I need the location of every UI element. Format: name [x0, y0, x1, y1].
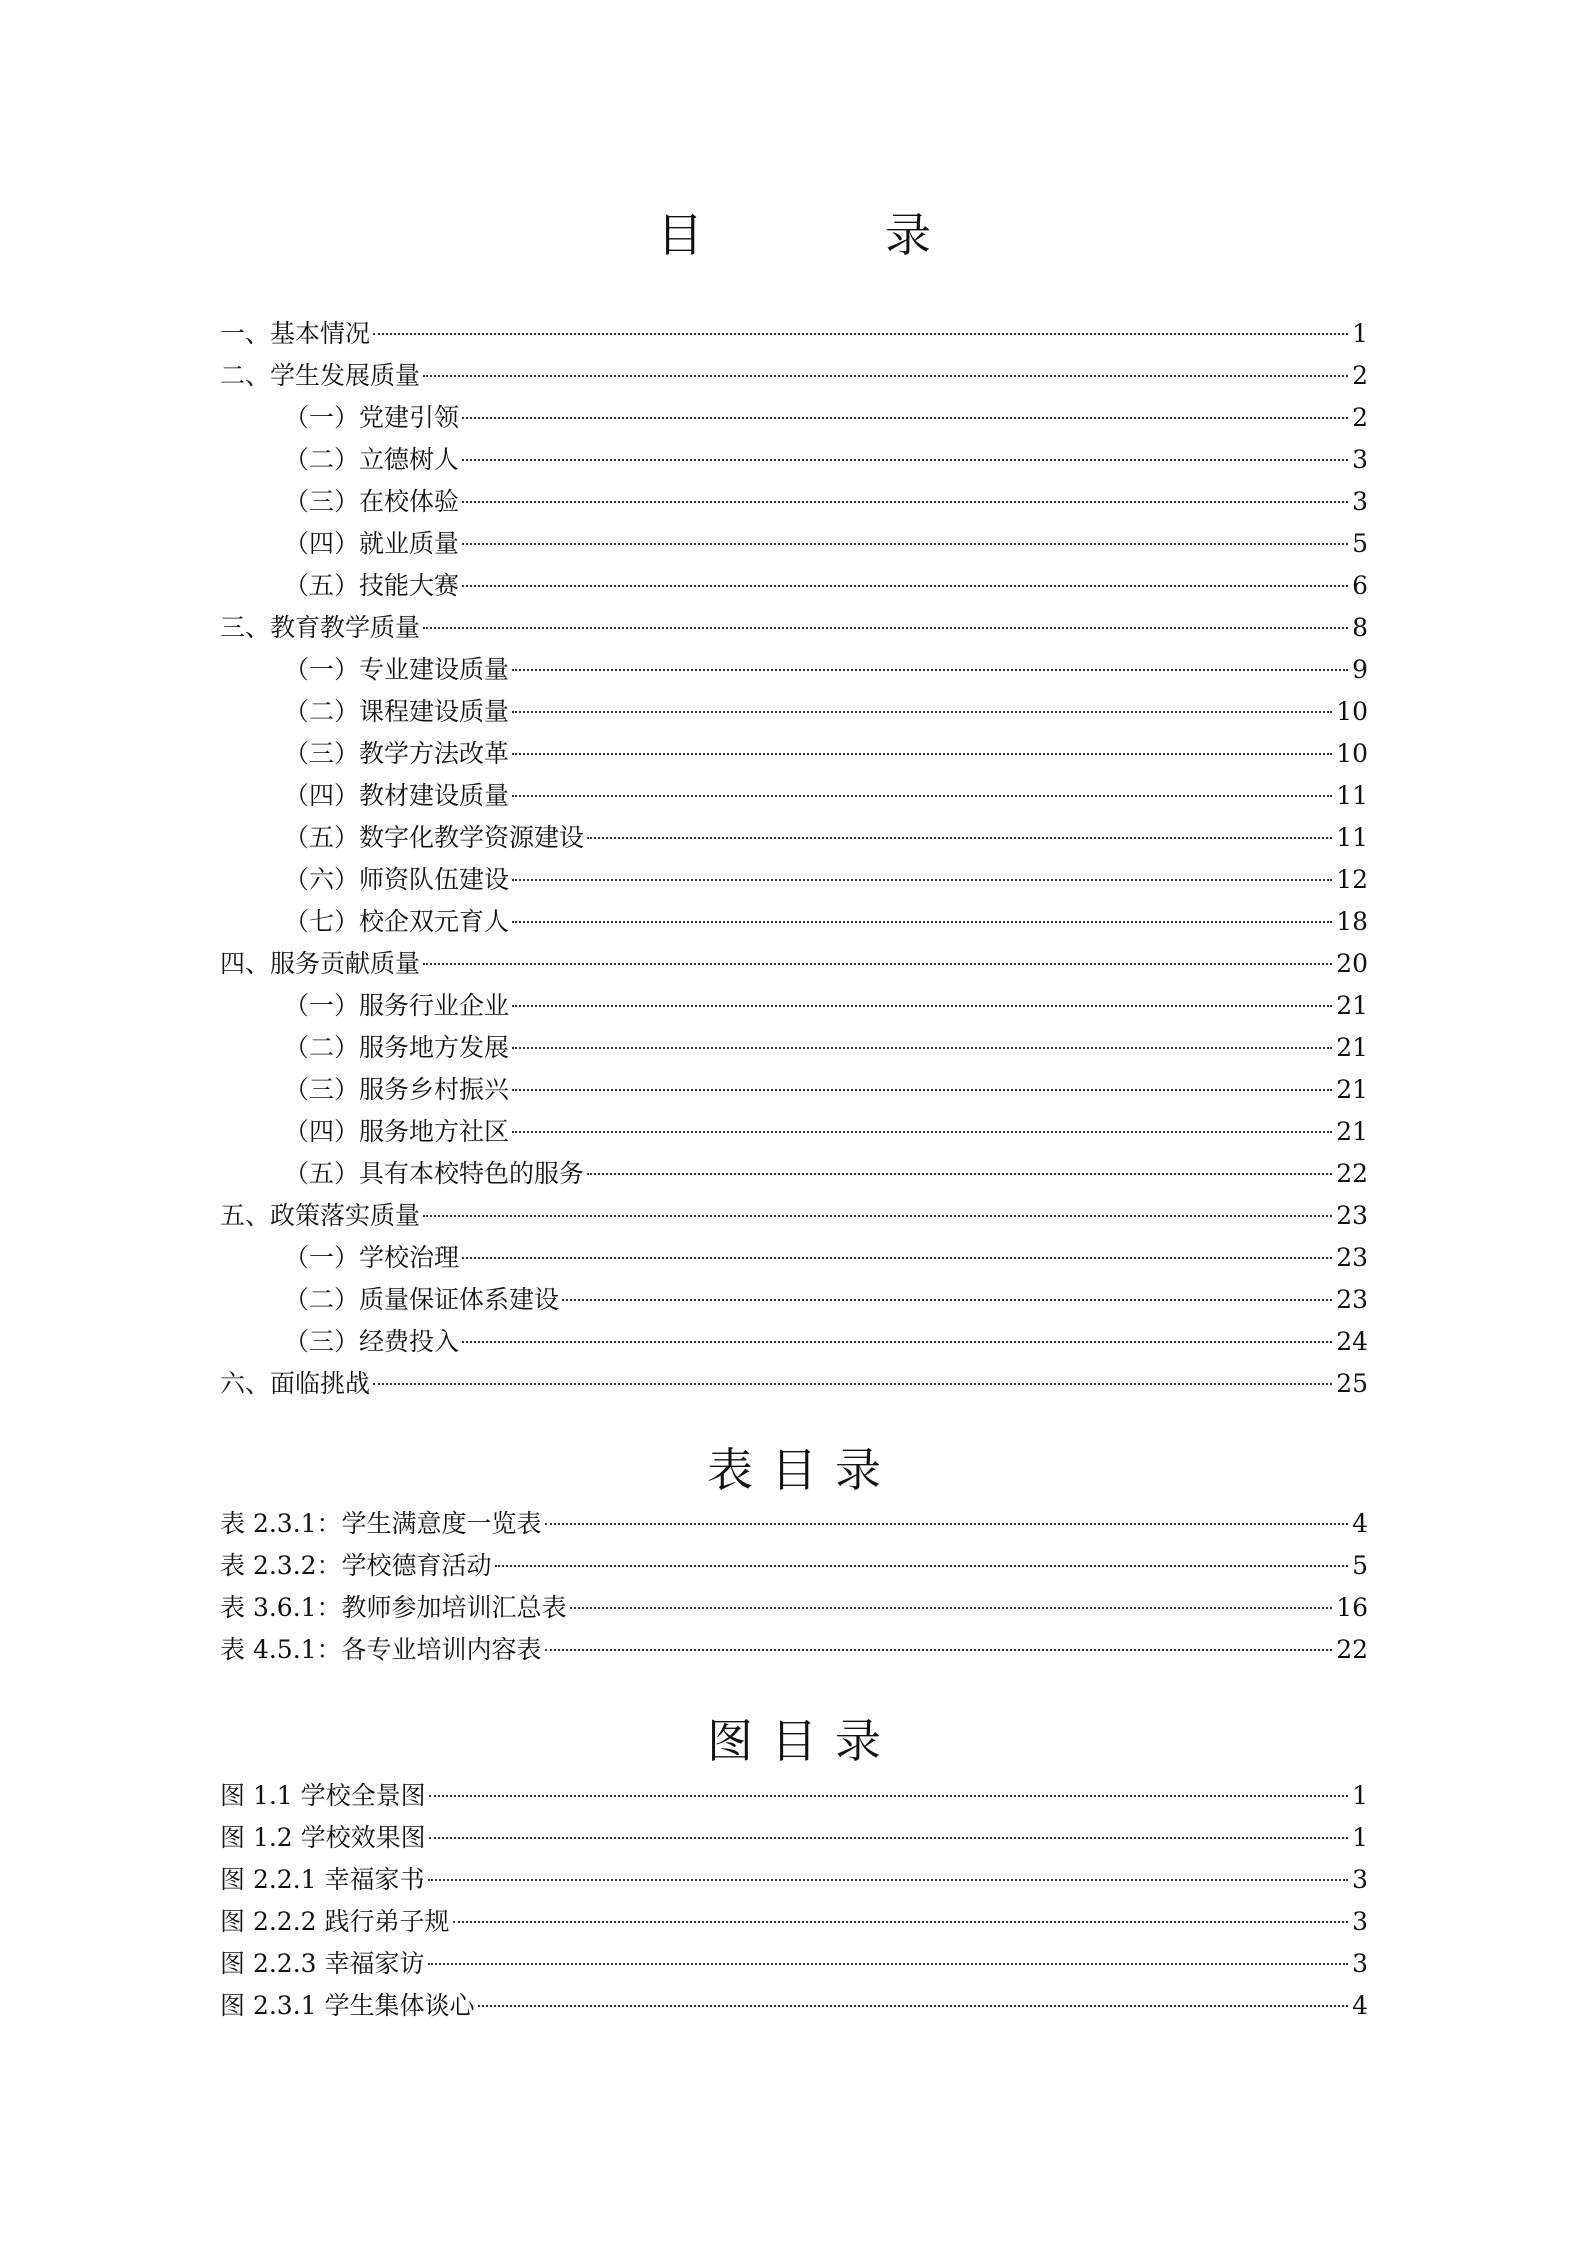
dot-leader: [512, 795, 1332, 797]
dot-leader: [462, 417, 1348, 419]
table-entry-label: 表 3.6.1：教师参加培训汇总表: [220, 1593, 567, 1622]
toc-entry[interactable]: [220, 985, 1368, 1027]
toc-entry[interactable]: [220, 1321, 1368, 1363]
table-entry[interactable]: [220, 1587, 1368, 1629]
toc-entry-label: （四）服务地方社区: [284, 1117, 510, 1146]
toc-entry-page-number: 23: [1336, 1243, 1368, 1272]
figure-entry-label: 图 1.2 学校效果图: [220, 1823, 426, 1852]
toc-entry-label: 四、服务贡献质量: [220, 949, 421, 978]
toc-entry-page-number: 24: [1336, 1327, 1368, 1356]
toc-entry[interactable]: [220, 1363, 1368, 1405]
toc-entry-label: （三）服务乡村振兴: [284, 1075, 510, 1104]
toc-entry-page-number: 9: [1352, 655, 1368, 684]
toc-entry-page-number: 22: [1336, 1159, 1368, 1188]
dot-leader: [512, 879, 1332, 881]
toc-entry[interactable]: [220, 1111, 1368, 1153]
toc-entry-page-number: 2: [1352, 403, 1368, 432]
toc-entry[interactable]: [220, 691, 1368, 733]
dot-leader: [462, 1341, 1332, 1343]
toc-entry-page-number: 5: [1352, 529, 1368, 558]
toc-title: 目 录: [657, 208, 999, 262]
dot-leader: [373, 1383, 1332, 1385]
dot-leader: [423, 375, 1348, 377]
toc-entry-label: （三）在校体验: [284, 487, 460, 516]
toc-entry[interactable]: [220, 1153, 1368, 1195]
toc-list: [220, 313, 1368, 1405]
dot-leader: [428, 1879, 1349, 1881]
toc-entry-page-number: 11: [1336, 781, 1368, 810]
figure-entry-label: 图 2.2.3 幸福家访: [220, 1949, 425, 1978]
toc-entry-label: （三）经费投入: [284, 1327, 460, 1356]
dot-leader: [429, 1795, 1348, 1797]
toc-entry[interactable]: [220, 733, 1368, 775]
toc-entry[interactable]: [220, 355, 1368, 397]
toc-entry-label: （二）服务地方发展: [284, 1033, 510, 1062]
toc-entry[interactable]: [220, 313, 1368, 355]
table-entry-page-number: 4: [1352, 1509, 1368, 1538]
toc-entry-label: （一）服务行业企业: [284, 991, 510, 1020]
figure-entry[interactable]: [220, 1943, 1368, 1985]
toc-entry[interactable]: [220, 1069, 1368, 1111]
dot-leader: [587, 1173, 1332, 1175]
dot-leader: [512, 711, 1332, 713]
toc-entry-label: （一）学校治理: [284, 1243, 460, 1272]
dot-leader: [512, 753, 1332, 755]
figure-entry-label: 图 2.2.2 践行弟子规: [220, 1907, 450, 1936]
table-list-title: 表目录: [707, 1443, 899, 1497]
dot-leader: [512, 1047, 1332, 1049]
toc-entry-label: 二、学生发展质量: [220, 361, 421, 390]
dot-leader: [478, 2005, 1349, 2007]
dot-leader: [429, 1837, 1348, 1839]
figure-entry-page-number: 4: [1352, 1991, 1368, 2020]
dot-leader: [545, 1523, 1349, 1525]
toc-entry-page-number: 23: [1336, 1285, 1368, 1314]
dot-leader: [453, 1921, 1349, 1923]
figure-entry[interactable]: [220, 1817, 1368, 1859]
toc-entry-page-number: 10: [1336, 697, 1368, 726]
table-entry[interactable]: [220, 1545, 1368, 1587]
toc-entry-label: （五）具有本校特色的服务: [284, 1159, 585, 1188]
toc-entry-page-number: 3: [1352, 445, 1368, 474]
toc-entry[interactable]: [220, 901, 1368, 943]
figure-list-title: 图目录: [707, 1714, 899, 1768]
toc-entry-page-number: 1: [1352, 319, 1368, 348]
dot-leader: [512, 1005, 1332, 1007]
dot-leader: [512, 1131, 1332, 1133]
toc-entry-page-number: 12: [1336, 865, 1368, 894]
toc-entry-page-number: 11: [1336, 823, 1368, 852]
toc-entry-label: （三）教学方法改革: [284, 739, 510, 768]
dot-leader: [570, 1607, 1333, 1609]
dot-leader: [373, 333, 1348, 335]
dot-leader: [428, 1963, 1349, 1965]
toc-entry-label: （七）校企双元育人: [284, 907, 510, 936]
toc-entry-label: 六、面临挑战: [220, 1369, 371, 1398]
toc-entry[interactable]: [220, 1279, 1368, 1321]
toc-entry-label: 五、政策落实质量: [220, 1201, 421, 1230]
toc-entry-label: （四）教材建设质量: [284, 781, 510, 810]
figure-entry-page-number: 3: [1352, 1907, 1368, 1936]
toc-entry[interactable]: [220, 565, 1368, 607]
figure-entry-label: 图 1.1 学校全景图: [220, 1781, 426, 1810]
table-entry-page-number: 16: [1336, 1593, 1368, 1622]
table-list: [220, 1503, 1368, 1671]
toc-entry-label: （四）就业质量: [284, 529, 460, 558]
figure-entry-page-number: 3: [1352, 1949, 1368, 1978]
figure-entry[interactable]: [220, 1985, 1368, 2027]
table-entry-page-number: 5: [1352, 1551, 1368, 1580]
toc-entry-page-number: 10: [1336, 739, 1368, 768]
toc-entry-page-number: 21: [1336, 1075, 1368, 1104]
toc-entry-label: （二）立德树人: [284, 445, 460, 474]
toc-entry-page-number: 2: [1352, 361, 1368, 390]
toc-entry-label: （五）数字化教学资源建设: [284, 823, 585, 852]
toc-entry-page-number: 20: [1336, 949, 1368, 978]
toc-entry[interactable]: [220, 775, 1368, 817]
toc-entry-page-number: 21: [1336, 991, 1368, 1020]
figure-entry[interactable]: [220, 1901, 1368, 1943]
table-entry-page-number: 22: [1336, 1635, 1368, 1664]
toc-entry[interactable]: [220, 439, 1368, 481]
dot-leader: [512, 1089, 1332, 1091]
figure-entry-page-number: 3: [1352, 1865, 1368, 1894]
dot-leader: [512, 921, 1332, 923]
toc-entry[interactable]: [220, 859, 1368, 901]
toc-entry[interactable]: [220, 397, 1368, 439]
toc-entry-label: （五）技能大赛: [284, 571, 460, 600]
dot-leader: [423, 963, 1332, 965]
figure-entry[interactable]: [220, 1775, 1368, 1817]
dot-leader: [462, 543, 1348, 545]
toc-entry[interactable]: [220, 607, 1368, 649]
toc-entry-page-number: 23: [1336, 1201, 1368, 1230]
toc-entry[interactable]: [220, 649, 1368, 691]
table-entry[interactable]: [220, 1503, 1368, 1545]
dot-leader: [495, 1565, 1349, 1567]
dot-leader: [462, 585, 1348, 587]
table-entry-label: 表 2.3.1：学生满意度一览表: [220, 1509, 542, 1538]
dot-leader: [462, 459, 1348, 461]
table-entry-label: 表 2.3.2：学校德育活动: [220, 1551, 492, 1580]
toc-entry[interactable]: [220, 481, 1368, 523]
dot-leader: [562, 1299, 1332, 1301]
toc-entry-page-number: 18: [1336, 907, 1368, 936]
toc-entry[interactable]: [220, 523, 1368, 565]
toc-entry-page-number: 21: [1336, 1117, 1368, 1146]
dot-leader: [587, 837, 1332, 839]
toc-entry-label: 三、教育教学质量: [220, 613, 421, 642]
page-content: [220, 0, 1368, 2027]
toc-entry[interactable]: [220, 817, 1368, 859]
dot-leader: [462, 1257, 1332, 1259]
figure-entry-label: 图 2.2.1 幸福家书: [220, 1865, 425, 1894]
toc-entry-label: 一、基本情况: [220, 319, 371, 348]
toc-entry[interactable]: [220, 1237, 1368, 1279]
dot-leader: [462, 501, 1348, 503]
figure-entry-page-number: 1: [1352, 1823, 1368, 1852]
toc-entry[interactable]: [220, 1027, 1368, 1069]
dot-leader: [545, 1649, 1333, 1651]
figure-entry-page-number: 1: [1352, 1781, 1368, 1810]
toc-entry-page-number: 6: [1352, 571, 1368, 600]
toc-entry-page-number: 21: [1336, 1033, 1368, 1062]
toc-entry-page-number: 25: [1336, 1369, 1368, 1398]
table-entry-label: 表 4.5.1：各专业培训内容表: [220, 1635, 542, 1664]
figure-entry-label: 图 2.3.1 学生集体谈心: [220, 1991, 475, 2020]
toc-entry[interactable]: [220, 943, 1368, 985]
toc-entry[interactable]: [220, 1195, 1368, 1237]
toc-entry-label: （二）课程建设质量: [284, 697, 510, 726]
toc-entry-page-number: 3: [1352, 487, 1368, 516]
toc-entry-label: （二）质量保证体系建设: [284, 1285, 560, 1314]
dot-leader: [423, 1215, 1332, 1217]
toc-entry-label: （六）师资队伍建设: [284, 865, 510, 894]
dot-leader: [423, 627, 1348, 629]
figure-entry[interactable]: [220, 1859, 1368, 1901]
toc-entry-page-number: 8: [1352, 613, 1368, 642]
toc-entry-label: （一）专业建设质量: [284, 655, 510, 684]
figure-list: [220, 1775, 1368, 2027]
toc-entry-label: （一）党建引领: [284, 403, 460, 432]
table-entry[interactable]: [220, 1629, 1368, 1671]
dot-leader: [512, 669, 1348, 671]
